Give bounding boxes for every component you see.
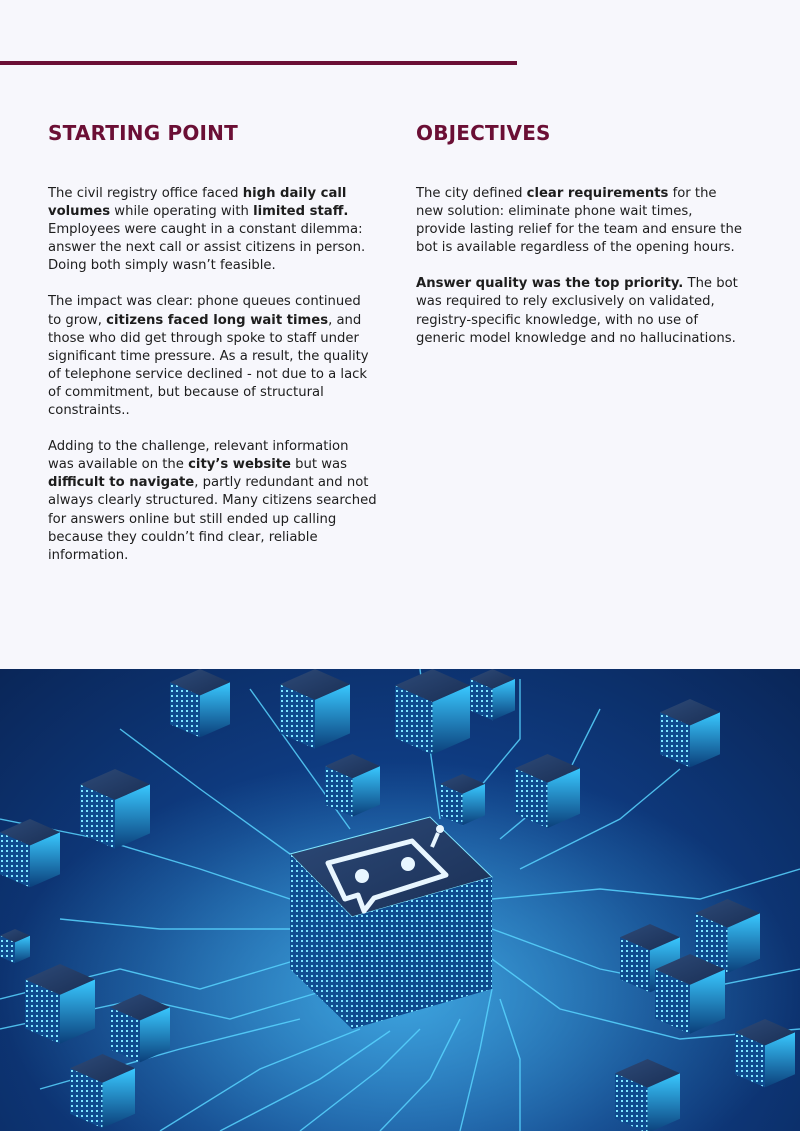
objectives-section xyxy=(416,118,746,366)
circuit-cube xyxy=(515,754,580,828)
text-run: but was xyxy=(290,457,348,473)
text-run: Adding to the challenge, relevant information was available on the xyxy=(48,439,349,473)
starting-point-heading: STARTING POINT xyxy=(48,121,238,145)
text-run: , partly redundant and not always clearly structured. Many citizens searched for answers online but still ended up calling because they couldn’t find clear, reliable information. xyxy=(48,475,377,563)
starting-point-paragraph-3 xyxy=(48,438,378,565)
text-run: , and those who did get through spoke to staff under significant time pressure. As a result, the quality of telephone service declined - not due to a lack of commitment, but because of structural constraints.. xyxy=(48,312,369,419)
bold-text-run: limited staff. xyxy=(253,204,349,220)
bold-text-run: difficult to navigate xyxy=(48,475,195,491)
circuit-cube xyxy=(25,964,95,1044)
bold-text-run: citizens faced long wait times xyxy=(106,312,329,328)
circuit-cube xyxy=(70,1054,135,1128)
text-run: for the new solution: eliminate phone wait times, provide lasting relief for the team and ensure the bot is available regardless of the opening hours. xyxy=(416,186,742,256)
text-run: while operating with xyxy=(110,204,254,220)
circuit-cube xyxy=(440,774,485,825)
circuit-board-illustration xyxy=(0,669,800,1131)
starting-point-section xyxy=(48,118,378,583)
bold-text-run: city’s website xyxy=(188,457,291,473)
objectives-paragraph-1 xyxy=(416,185,746,257)
circuit-cube xyxy=(80,769,150,849)
circuit-cube xyxy=(0,929,30,963)
text-run: The bot was required to rely exclusively on validated, registry-specific knowledge, with no use of generic model knowledge and no hallucinations. xyxy=(416,276,738,346)
circuit-cube xyxy=(655,954,725,1034)
circuit-cube xyxy=(170,669,230,737)
text-run: The civil registry office faced xyxy=(48,186,243,201)
circuit-cube xyxy=(660,699,720,767)
starting-point-paragraph-1 xyxy=(48,185,378,275)
bold-text-run: clear requirements xyxy=(526,186,669,201)
circuit-cube xyxy=(470,669,515,720)
circuit-cube xyxy=(395,669,470,755)
top-accent-rule xyxy=(0,61,517,65)
text-run: The impact was clear: phone queues continued to grow, xyxy=(48,294,361,328)
text-run: Employees were caught in a constant dilemma: answer the next call or assist citizens in person. Doing both simply wasn’t feasible. xyxy=(48,222,366,274)
hero-circuit-image xyxy=(0,669,800,1131)
circuit-cube xyxy=(110,994,170,1062)
bold-text-run: Answer quality was the top priority. xyxy=(416,276,684,292)
chatbot-chip-icon xyxy=(290,817,492,1029)
text-run: The city defined xyxy=(416,186,527,201)
circuit-cube xyxy=(325,754,380,817)
objectives-paragraph-2 xyxy=(416,275,746,347)
circuit-cube xyxy=(615,1059,680,1131)
objectives-heading: OBJECTIVES xyxy=(416,121,551,145)
circuit-cube xyxy=(280,669,350,749)
circuit-cube xyxy=(735,1019,795,1087)
circuit-cube xyxy=(0,819,60,887)
bold-text-run: high daily call volumes xyxy=(48,186,347,220)
starting-point-paragraph-2 xyxy=(48,293,378,420)
